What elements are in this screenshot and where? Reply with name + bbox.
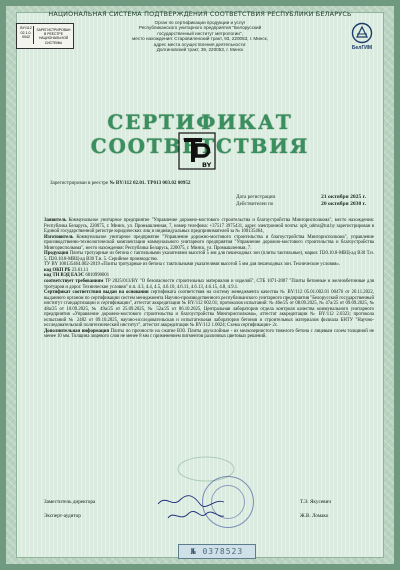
registration-date-label: Дата регистрации — [236, 194, 276, 200]
organ-line: государственный институт метрологии", — [157, 30, 243, 36]
organ-line: Республиканского унитарного предприятия "Белорусский — [138, 25, 262, 31]
okp-code: код ОКП РБ 23.61.11 — [44, 267, 89, 273]
system-title: НАЦИОНАЛЬНАЯ СИСТЕМА ПОДТВЕРЖДЕНИЯ СООТВЕТСТВИЯ РЕСПУБЛИКИ БЕЛАРУСЬ — [48, 10, 352, 18]
registration-date-value: 21 октября 2025 г. — [321, 194, 366, 200]
accreditation-code: BY/112 02.1.0. 0042 — [19, 26, 34, 44]
expert-auditor-name: Ж.В. Ломако — [300, 513, 329, 519]
registration-label: Зарегистрирован в реестре — [50, 180, 109, 186]
basis-paragraph: Сертификат соответствия выдан на основании сертификата соответствия на систему менеджмента качества № BY/112 05.01.002.01 00476 от 20.11.2022, выданного органом по сертификации систем менеджмента Научно-производственного республиканского унитарного предприятия "Белорусский государственный институт стандартизации и сертификации", аттестат аккредитации № BY/112 002.01; протоколов испытаний: № 46е/25 от 08.09.2025, № 47а/25 от 09.09.2025, № 48а/25 от 10.09.2025, № 49а/25 от 25.09.2025, № 52а/25 от 06.10.2025, Центральная лаборатория отдела контроля качества коммунального унитарного предприятия «Управление дорожно-мостового строительства и благоустройства Мингорисполкома», аттестат аккредитации № BY/112 2.0323; протокола испытаний № 2482 от 09.10.2025, научно-исследовательская и испытательная лаборатория бетонов и строительных материалов филиала БНТУ "Научно-исследовательский политехнический институт", аттестат аккредитации № BY/112 1.0024; Схема сертификации- 2с. — [44, 290, 374, 329]
applicant-paragraph: Заявитель Коммунальное унитарное предприятие "Управление дорожно-мостового строительства и благоустройства Мингорисполкома", место нахождения: Республика Беларусь, 220075, г. Минск, ул. Промышленная, 7, номер телефона: +37517 3975431, адрес электронной почты: upb_udms@tut.by зарегистрирован в Единой государственной регистре юридических лиц и индивидуальных предпринимателей за № 100135464, — [44, 218, 374, 235]
serial-number-box — [178, 544, 256, 559]
valid-until-row — [236, 201, 366, 208]
valid-until-label: Действителен по — [236, 201, 274, 208]
svg-text:BY: BY — [202, 161, 212, 169]
organ-line: место нахождения: Старовиленский тракт, 93, 220053, г. Минск, — [132, 36, 268, 42]
belgim-emblem-icon — [351, 22, 373, 44]
certificate-title: СЕРТИФИКАТ СООТВЕТСТВИЯ — [90, 110, 310, 158]
accreditation-logo — [16, 23, 74, 49]
tr-by-conformity-mark-icon — [178, 132, 216, 170]
issuing-organ — [84, 20, 316, 52]
accreditation-text: ЗАРЕГИСТРИРОВАН В РЕЕСТРЕ НАЦИОНАЛЬНОЙ СИСТЕМЫ — [36, 28, 71, 45]
additional-info-paragraph: Дополнительная информация Плиты по прочности на сжатие В30. Плиты двухслойные - из мелкозернистого тяжелого бетона с лицевым слоем толщиной не менее 10 мм. Толщина лицевого слоя не менее 8 мм с применением пигментов различных цветовых решений. — [44, 328, 374, 340]
requirements-paragraph: соответствует требованиям ТР 2025/013/BY "О безопасности строительных материалов и изделий", СТБ 1071-2007 "Плиты бетонные и железобетонные для тротуаров и дорог. Технические условия" п.п. 4.3, 4.4, 4.5, 4.6.10, 4.6.11, 4.6.13, 4.6.15, 4.8, 4.9.1. — [44, 279, 374, 290]
serial-number: 0378523 — [202, 547, 244, 556]
organ-line: адрес места осуществления деятельности: — [153, 41, 247, 47]
valid-until-value: 20 октября 2030 г. — [321, 201, 366, 208]
expert-auditor-label: Эксперт-аудитор — [44, 513, 81, 519]
registration-number: № BY/112 02.01. ТР013 003.02 00952 — [109, 180, 191, 186]
tu-paragraph: ТУ BY 100135464.002-2019 «Плиты тротуарные из бетона с тактильными указателями высотой 5 мм для пешеходных зон. Технические условия». — [44, 262, 340, 268]
manufacturer-paragraph: Изготовитель Коммунальное унитарное предприятие "Управление дорожно-мостового строительства и благоустройства Мингорисполкома", управление производственно-технологической комплектации коммунального унитарного предприятия "Управление дорожно-мостового строительства и благоустройства Мингорисполкома", место нахождения: Республика Беларусь, 220075, г. Минск, ул. Промышленная, 7. — [44, 234, 374, 251]
deputy-director-label: Заместитель директора — [44, 499, 96, 505]
certificate-body — [44, 218, 374, 340]
expert-signature-icon — [166, 508, 226, 524]
organ-line: Долгиновский тракт, 39, 220053, г. Минск — [156, 47, 244, 53]
organ-line: Орган по сертификации продукции и услуг — [154, 20, 246, 25]
dates-block — [236, 194, 366, 209]
serial-prefix: № — [190, 547, 197, 556]
belgim-logo — [342, 22, 382, 56]
deputy-director-name: Т.Э. Якусевич — [300, 499, 331, 505]
belgim-logo-text: БелГИМ — [351, 45, 373, 51]
registration-line — [50, 180, 374, 186]
tnved-code: код ТН ВЭД ЕАЭС 6810990001 — [44, 273, 110, 279]
product-paragraph: Продукция Плиты тротуарные из бетона с тактильными указателями высотой 5 мм для пешеходных зон (плиты тактильные), марки: П20.10.8-МВЦ-ад В30 Т.н. 5, П20.10.8-МВЦ-ад В30 Т.н. 5. Серийное производство. — [44, 251, 374, 262]
